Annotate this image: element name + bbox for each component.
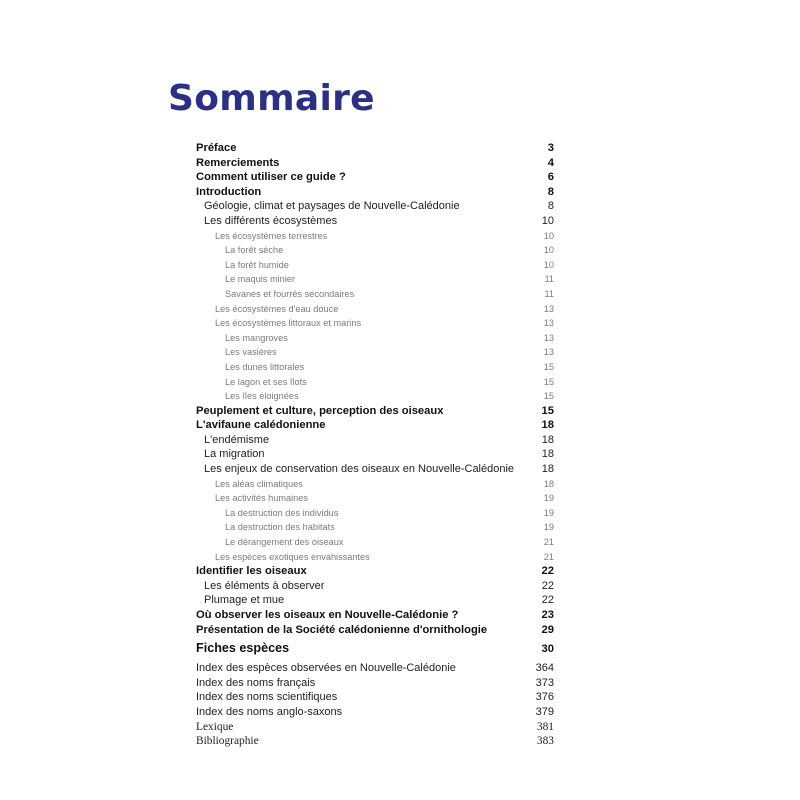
toc-entry-page: 22 <box>541 594 554 607</box>
toc-entry[interactable] <box>196 360 554 375</box>
toc-entry[interactable] <box>196 462 554 477</box>
toc-entry[interactable] <box>196 661 554 676</box>
table-of-contents <box>196 141 554 749</box>
toc-entry[interactable] <box>196 170 554 185</box>
toc-entry-page: 18 <box>543 478 554 489</box>
toc-entry-page: 4 <box>547 156 554 169</box>
toc-entry[interactable] <box>196 229 554 244</box>
toc-entry-page: 23 <box>541 609 554 621</box>
toc-entry-page: 29 <box>541 623 554 636</box>
toc-entry[interactable] <box>196 608 554 623</box>
toc-entry-label: Peuplement et culture, perception des oiseaux <box>196 404 444 417</box>
toc-entry[interactable] <box>196 550 554 565</box>
toc-entry[interactable] <box>196 375 554 390</box>
toc-entry-page: 18 <box>541 419 554 432</box>
toc-entry[interactable] <box>196 243 554 258</box>
toc-entry-label: Les aléas climatiques <box>215 478 303 489</box>
toc-entry-label: Bibliographie <box>196 735 259 748</box>
toc-entry-label: Les écosystèmes littoraux et marins <box>215 318 362 329</box>
toc-entry[interactable] <box>196 258 554 273</box>
toc-entry-label: Préface <box>196 142 237 154</box>
toc-entry-label: Les activités humaines <box>215 493 308 504</box>
toc-entry-page: 15 <box>543 391 554 402</box>
toc-entry[interactable] <box>196 720 554 735</box>
toc-entry-page: 18 <box>541 463 554 476</box>
toc-entry[interactable] <box>196 433 554 448</box>
toc-entry[interactable] <box>196 404 554 419</box>
toc-entry-label: Comment utiliser ce guide ? <box>196 171 346 184</box>
toc-entry-page: 376 <box>535 691 554 704</box>
toc-entry-label: La forêt sèche <box>225 245 284 256</box>
toc-entry[interactable] <box>196 705 554 720</box>
toc-entry[interactable] <box>196 389 554 404</box>
toc-entry-label: Index des espèces observées en Nouvelle-Calédonie <box>196 662 456 675</box>
toc-entry-label: Où observer les oiseaux en Nouvelle-Calédonie ? <box>196 609 459 621</box>
toc-entry-page: 8 <box>547 200 554 213</box>
toc-entry[interactable] <box>196 272 554 287</box>
toc-entry-label: Les éléments à observer <box>204 579 325 592</box>
toc-entry[interactable] <box>196 638 554 658</box>
toc-entry[interactable] <box>196 734 554 749</box>
toc-entry[interactable] <box>196 506 554 521</box>
toc-entry[interactable] <box>196 623 554 638</box>
toc-entry[interactable] <box>196 447 554 462</box>
toc-entry-page: 3 <box>547 142 554 154</box>
toc-entry-label: Plumage et mue <box>204 594 285 607</box>
toc-entry-label: La forêt humide <box>225 259 289 270</box>
toc-entry-label: La destruction des habitats <box>225 522 335 533</box>
toc-entry-page: 11 <box>544 288 554 299</box>
toc-entry[interactable] <box>196 593 554 608</box>
toc-entry-page: 6 <box>547 171 554 184</box>
toc-entry-label: Géologie, climat et paysages de Nouvelle-Calédonie <box>204 200 460 213</box>
toc-entry-page: 15 <box>541 404 554 417</box>
toc-entry-page: 8 <box>547 185 554 198</box>
toc-entry-label: Les espèces exotiques envahissantes <box>215 551 370 562</box>
toc-entry-page: 19 <box>543 522 554 533</box>
toc-entry[interactable] <box>196 287 554 302</box>
toc-entry-label: Savanes et fourrés secondaires <box>225 288 355 299</box>
toc-entry[interactable] <box>196 564 554 579</box>
toc-entry-page: 15 <box>543 361 554 372</box>
toc-entry-label: Le lagon et ses îlots <box>225 376 307 387</box>
toc-entry[interactable] <box>196 345 554 360</box>
toc-entry-page: 10 <box>541 214 554 227</box>
toc-entry-page: 21 <box>543 551 554 562</box>
toc-entry-page: 13 <box>543 347 554 358</box>
toc-entry-label: La migration <box>204 448 265 461</box>
toc-entry-page: 364 <box>535 662 554 675</box>
toc-entry-page: 379 <box>535 705 554 718</box>
toc-entry-label: Fiches espèces <box>196 641 290 656</box>
toc-entry[interactable] <box>196 520 554 535</box>
toc-entry[interactable] <box>196 491 554 506</box>
toc-entry[interactable] <box>196 331 554 346</box>
toc-entry[interactable] <box>196 185 554 200</box>
toc-entry-label: Les îles éloignées <box>225 391 299 402</box>
toc-entry[interactable] <box>196 302 554 317</box>
toc-entry-label: Lexique <box>196 720 234 733</box>
toc-entry-page: 19 <box>543 493 554 504</box>
toc-entry-page: 381 <box>536 720 554 733</box>
toc-entry-label: Introduction <box>196 185 262 198</box>
toc-entry-label: Index des noms scientifiques <box>196 691 338 704</box>
toc-entry[interactable] <box>196 535 554 550</box>
page-title: Sommaire <box>168 78 375 119</box>
toc-entry[interactable] <box>196 579 554 594</box>
toc-entry-page: 19 <box>543 507 554 518</box>
toc-entry[interactable] <box>196 690 554 705</box>
toc-entry-page: 18 <box>541 448 554 461</box>
toc-entry-label: Les écosystèmes d'eau douce <box>215 303 339 314</box>
toc-entry-label: La destruction des individus <box>225 507 339 518</box>
toc-entry-page: 22 <box>541 565 554 578</box>
toc-entry-label: L'endémisme <box>204 433 270 446</box>
toc-entry[interactable] <box>196 316 554 331</box>
toc-entry-label: Le dérangement des oiseaux <box>225 537 344 548</box>
toc-entry-page: 10 <box>543 230 554 241</box>
toc-entry[interactable] <box>196 141 554 156</box>
toc-entry-label: Les écosystèmes terrestres <box>215 230 328 241</box>
toc-entry-label: Les mangroves <box>225 332 288 343</box>
toc-entry-page: 21 <box>543 537 554 548</box>
toc-entry-label: Les dunes littorales <box>225 361 305 372</box>
toc-entry-page: 13 <box>543 303 554 314</box>
toc-entry[interactable] <box>196 156 554 171</box>
toc-entry-label: Présentation de la Société calédonienne d'ornithologie <box>196 623 488 636</box>
toc-entry[interactable] <box>196 214 554 229</box>
toc-entry-label: Identifier les oiseaux <box>196 565 307 578</box>
toc-entry-page: 13 <box>543 332 554 343</box>
toc-entry-label: Index des noms français <box>196 676 316 689</box>
toc-entry-label: Le maquis minier <box>225 274 295 285</box>
toc-entry-page: 22 <box>541 579 554 592</box>
toc-entry-page: 11 <box>544 274 554 285</box>
toc-entry-page: 15 <box>543 376 554 387</box>
toc-entry-page: 10 <box>543 245 554 256</box>
toc-entry[interactable] <box>196 418 554 433</box>
toc-entry-label: Remerciements <box>196 156 280 169</box>
toc-entry-label: Les vasières <box>225 347 277 358</box>
toc-entry-page: 373 <box>535 676 554 689</box>
toc-entry-page: 13 <box>543 318 554 329</box>
toc-entry-page: 18 <box>541 433 554 446</box>
toc-entry-label: Index des noms anglo-saxons <box>196 705 343 718</box>
toc-entry-label: Les différents écosystèmes <box>204 214 338 227</box>
toc-entry-label: L'avifaune calédonienne <box>196 419 326 432</box>
toc-entry[interactable] <box>196 477 554 492</box>
toc-entry-page: 30 <box>541 643 554 656</box>
toc-entry-page: 383 <box>536 735 554 748</box>
toc-entry[interactable] <box>196 199 554 214</box>
toc-entry-page: 10 <box>543 259 554 270</box>
toc-entry[interactable] <box>196 676 554 691</box>
toc-entry-label: Les enjeux de conservation des oiseaux en Nouvelle-Calédonie <box>204 463 515 476</box>
